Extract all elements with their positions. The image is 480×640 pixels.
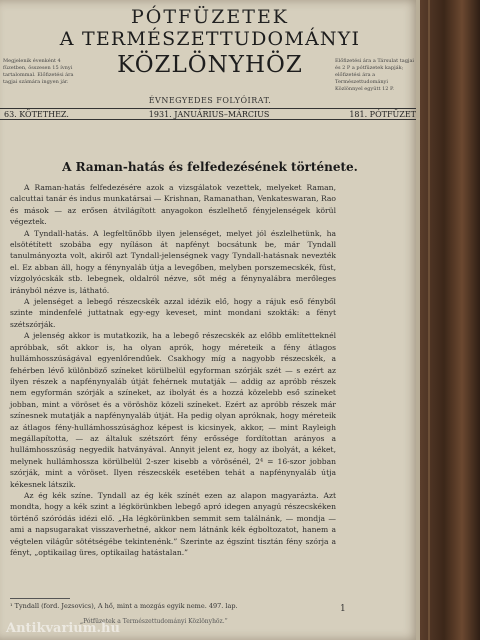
date-label: 1931. JANUÁRIUS–MÁRCIUS bbox=[148, 109, 270, 119]
article-body bbox=[10, 182, 336, 558]
masthead-line1: PÓTFÜZETEK bbox=[130, 6, 290, 28]
masthead-line3: KÖZLÖNYHÖZ bbox=[117, 52, 303, 78]
running-footer: „Pótfüzetek a Természettudományi Közlönyhöz.” bbox=[80, 618, 228, 625]
volume-label: 63. KÖTETHEZ. bbox=[4, 109, 69, 119]
paragraph: A jelenség akkor is mutatkozik, ha a lebegő részecskék az előbb említetteknél apróbbak, sőt akkor is, ha olyan aprók, hogy méreteik a fény átlagos hullámhosszúságával egyenlőrendűek. Csakhogy míg a nagyobb részecskék, a fehérben lévő különböző színeket körülbelül egyforman szórják szét — s ezért az ilyen részek a napfénynyaláb útját fehérnek mutatják — addig az apróbb részek nem egyformán szórják a színeket, az ibolyát és a hozzá közelebb eső színeket jobban, mint a vöröset és a vöröshöz közeli színeket. Ezért az apróbb részek már színesnek mutatják a napfénynyaláb útját. Ha pedig olyan apróknak, hogy méreteik az átlagos fény-hullámhosszúsághoz képest is kicsinyek, akkor, — mint Rayleigh megállapította, — az általuk szétszórt fény erőssége fordítottan arányos a hullámhosszúság negyedik hatványával. Annyit jelent ez, hogy az ibolyát, a kéket, melynek hullámhossza körülbelül 2-szer kisebb a vörösénél, 2⁴ = 16-szor jobban szórják, mint a vöröset. Ilyen részecskék esetében tehát a napfénynyaláb útja kékesnek látszik. bbox=[10, 331, 336, 489]
paragraph: A Raman-hatás felfedezésére azok a vizsgálatok vezettek, melyeket Raman, calcuttai tanár és indus munkatársai — Krishnan, Ramanathan, Venkateswaran, Rao és mások — az erősen átvilágított anyagokon észlelhető fényjelenségek körül végeztek. bbox=[10, 183, 336, 227]
paragraph: Az ég kék színe. Tyndall az ég kék színét ezen az alapon magyarázta. Azt mondta, hogy a kék szint a légkörünkben lebegő apró idegen anyagú részecskéken történő szóródás idézi elő. „Ha légkörünkben semmit sem találnánk, — mondja — ami a napsugarakat visszaverhetné, akkor nem látnánk kék égboltozatot, hanem a végtelen világűr sötétségébe tekintenénk.” Szerinte az égszínt tisztán fény szórja a fényt, „optikailag üres, optikailag hatástalan.” bbox=[10, 490, 336, 557]
subscription-note-left: Megjelenik évenként 4 füzetben, összesen 15 ívnyi tartalommal. Előfizetési ára tagjai számára ingyen jár. bbox=[3, 58, 74, 85]
spine-line bbox=[428, 0, 430, 640]
issue-bar bbox=[0, 108, 420, 120]
watermark: Antikvarium.hu bbox=[6, 621, 120, 636]
article-title: A Raman-hatás és felfedezésének története. bbox=[62, 160, 358, 174]
footnote-rule bbox=[10, 598, 70, 599]
book-spine bbox=[420, 0, 480, 640]
page-number: 1 bbox=[340, 604, 346, 614]
footnote: ¹ Tyndall (ford. Jezsovics), A hő, mint a mozgás egyik neme. 497. lap. bbox=[10, 602, 238, 610]
subscription-note-right: Előfizetési ára a Társulat tagjai és 2 P a pótfüzetek kapják; előfizetési ára a Természettudományi Közlönnyel együtt 12 P. bbox=[335, 58, 415, 92]
periodical-label: ÉVNEGYEDES FOLYÓIRAT. bbox=[148, 96, 272, 105]
masthead-line2: A TERMÉSZETTUDOMÁNYI bbox=[59, 28, 361, 50]
paragraph: A jelenséget a lebegő részecskék azzal idézik elő, hogy a rájuk eső fényből szinte mindenfelé juttatnak egy-egy keveset, mint mondani szokták: a fényt szétszórják. bbox=[10, 297, 336, 329]
issue-label: 181. PÓTFÜZET bbox=[349, 109, 416, 119]
paragraph: A Tyndall-hatás. A legfeltűnőbb ilyen jelenséget, melyet jól észlelhetünk, ha elsötétített szobába egy nyíláson át napfényt bocsátunk be, már Tyndall tanulmányozta volt, akiről azt Tyndall-jelenségnek vagy Tyndall-hatásnak nevezték el. Ez abban áll, hogy a fénynyaláb útja a levegőben, melyben porszemecskék, füst, vízgolyócskák stb. lebegnek, oldalról nézve, sőt még a fénynyalábra merőleges irányból nézve is, látható. bbox=[10, 228, 336, 295]
